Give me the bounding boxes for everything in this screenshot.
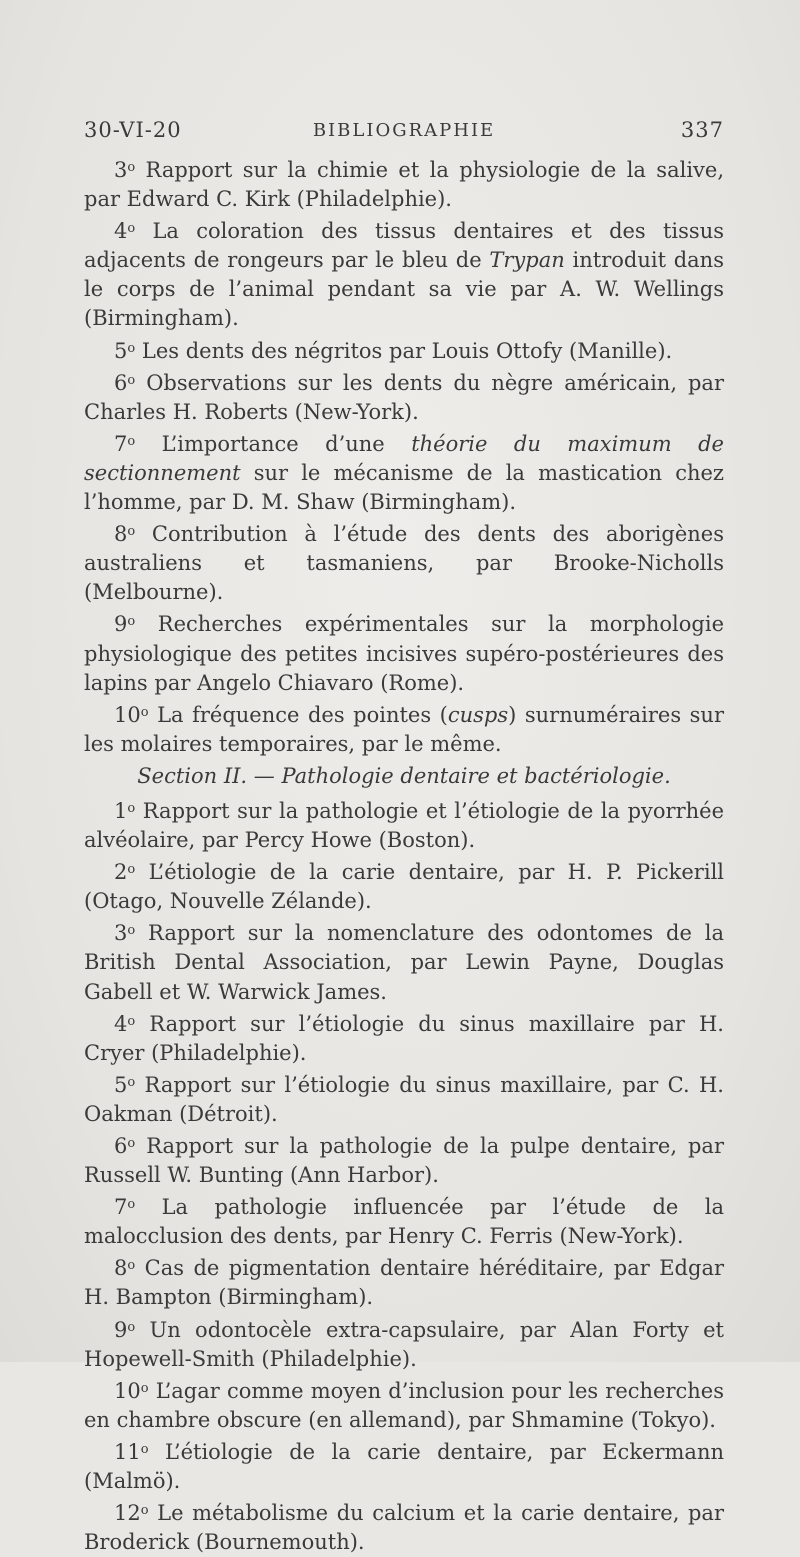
- entry-number: 11$^o$: [114, 1439, 149, 1464]
- ordinal-mark: o: [127, 862, 136, 878]
- section-2-list: [84, 794, 724, 1557]
- entry-number: 12$^o$: [114, 1501, 149, 1526]
- bibliography-entry: [84, 153, 724, 214]
- entry-text: Observations sur les dents du nègre américain, par Charles H. Roberts (New-York).: [84, 370, 724, 424]
- page-number: 337: [680, 118, 724, 142]
- entry-text: Cas de pigmentation dentaire héréditaire, par Edgar H. Bampton (Birmingham).: [84, 1256, 724, 1310]
- entry-text: La pathologie influencée par l’étude de la malocclusion des dents, par Henry C. Ferris (New-York).: [84, 1195, 724, 1249]
- ordinal-mark: o: [127, 1136, 136, 1151]
- entry-number: 9$^o$: [114, 1317, 136, 1342]
- ordinal-mark: o: [127, 160, 136, 175]
- entry-number: 6$^o$: [114, 370, 136, 395]
- ordinal-mark: o: [127, 800, 136, 816]
- running-header: [84, 118, 724, 148]
- entry-number: 7$^o$: [114, 431, 136, 456]
- ordinal-mark: o: [140, 1503, 149, 1519]
- page-body: [84, 153, 724, 1557]
- bibliography-entry: [84, 1374, 724, 1435]
- entry-text: L’importance d’une théorie du maximum de sectionnement sur le mécanisme de la mastication chez l’homme, par D. M. Shaw (Birmingham).: [84, 431, 724, 515]
- bibliography-entry: [84, 1007, 724, 1068]
- entry-text: Recherches expérimentales sur la morphologie physiologique des petites incisives supéro-postérieures des lapins par Angelo Chiavaro (Rome).: [84, 612, 724, 695]
- bibliography-entry: [84, 1251, 724, 1312]
- ordinal-mark: o: [127, 524, 136, 540]
- entry-text: Rapport sur l’étiologie du sinus maxillaire par H. Cryer (Philadelphie).: [84, 1011, 724, 1065]
- entry-number: 6$^o$: [114, 1134, 136, 1158]
- section-1-list: [84, 153, 724, 759]
- ordinal-mark: o: [127, 433, 136, 449]
- entry-number: 10$^o$: [114, 702, 149, 727]
- entry-text: La coloration des tissus dentaires et des tissus adjacents de rongeurs par le bleu de Trypan introduit dans le corps de l’animal pendant sa vie par A. W. Wellings (Birmingham).: [84, 219, 724, 331]
- bibliography-entry: [84, 366, 724, 427]
- ordinal-mark: o: [140, 1380, 149, 1396]
- bibliography-entry: [84, 1435, 724, 1496]
- entry-number: 4$^o$: [114, 219, 136, 244]
- entry-text: Rapport sur l’étiologie du sinus maxillaire, par C. H. Oakman (Détroit).: [84, 1072, 724, 1126]
- entry-number: 8$^o$: [114, 1256, 136, 1281]
- entry-number: 10$^o$: [114, 1378, 149, 1403]
- entry-text: Les dents des négritos par Louis Ottofy (Manille).: [135, 338, 673, 363]
- bibliography-entry: [84, 427, 724, 517]
- ordinal-mark: o: [127, 1074, 136, 1090]
- bibliography-entry: [84, 1313, 724, 1374]
- bibliography-entry: [84, 1496, 724, 1557]
- ordinal-mark: o: [127, 372, 136, 388]
- entry-text: L’agar comme moyen d’inclusion pour les recherches en chambre obscure (en allemand), par Shmamine (Tokyo).: [84, 1378, 724, 1432]
- bibliography-entry: [84, 214, 724, 333]
- entry-text: Rapport sur la chimie et la physiologie de la salive, par Edward C. Kirk (Philadelphie).: [84, 158, 724, 212]
- ordinal-mark: o: [127, 221, 136, 237]
- entry-number: 9$^o$: [114, 612, 136, 637]
- entry-text: Le métabolisme du calcium et la carie dentaire, par Broderick (Bournemouth).: [84, 1501, 724, 1555]
- section-2-title: Section II. — Pathologie dentaire et bactériologie.: [137, 763, 671, 788]
- entry-text: Contribution à l’étude des dents des aborigènes australiens et tasmaniens, par Brooke-Nicholls (Melbourne).: [84, 522, 724, 605]
- bibliography-entry: [84, 334, 724, 366]
- ordinal-mark: o: [140, 704, 149, 720]
- bibliography-entry: [84, 916, 724, 1006]
- ordinal-mark: o: [127, 614, 136, 630]
- ordinal-mark: o: [140, 1441, 149, 1457]
- entry-number: 2$^o$: [114, 860, 136, 885]
- entry-text: Un odontocèle extra-capsulaire, par Alan Forty et Hopewell-Smith (Philadelphie).: [84, 1317, 724, 1371]
- bibliography-entry: [84, 1190, 724, 1251]
- ordinal-mark: o: [127, 1197, 136, 1213]
- entry-number: 5$^o$: [114, 1072, 136, 1097]
- entry-number: 5$^o$: [114, 338, 136, 363]
- entry-number: 7$^o$: [114, 1195, 136, 1220]
- entry-number: 8$^o$: [114, 522, 136, 547]
- entry-number: 4$^o$: [114, 1011, 136, 1036]
- bibliography-entry: [84, 1068, 724, 1129]
- bibliography-entry: [84, 855, 724, 916]
- entry-text: La fréquence des pointes (cusps) surnuméraires sur les molaires temporaires, par le même.: [84, 702, 724, 756]
- ordinal-mark: o: [127, 1319, 136, 1335]
- ordinal-mark: o: [127, 1013, 136, 1029]
- entry-text: Rapport sur la pathologie de la pulpe dentaire, par Russell W. Bunting (Ann Harbor).: [84, 1134, 724, 1188]
- ordinal-mark: o: [127, 1258, 136, 1274]
- entry-text: Rapport sur la pathologie et l’étiologie de la pyorrhée alvéolaire, par Percy Howe (Boston).: [84, 798, 724, 853]
- entry-text: L’étiologie de la carie dentaire, par H. P. Pickerill (Otago, Nouvelle Zélande).: [84, 860, 724, 914]
- entry-number: 3$^o$: [114, 158, 136, 182]
- entry-text: Rapport sur la nomenclature des odontomes de la British Dental Association, par Lewin Payne, Douglas Gabell et W. Warwick James.: [84, 921, 724, 1004]
- ordinal-mark: o: [127, 923, 136, 939]
- bibliography-entry: [84, 794, 724, 855]
- bibliography-entry: [84, 517, 724, 607]
- entry-number: 1$^o$: [114, 798, 136, 823]
- ordinal-mark: o: [127, 340, 136, 356]
- header-title: BIBLIOGRAPHIE: [312, 120, 496, 141]
- entry-number: 3$^o$: [114, 921, 136, 946]
- entry-text: L’étiologie de la carie dentaire, par Eckermann (Malmö).: [84, 1439, 724, 1494]
- header-date: 30-VI-20: [84, 118, 182, 142]
- bibliography-entry: [84, 698, 724, 759]
- bibliography-entry: [84, 607, 724, 697]
- bibliography-entry: [84, 1129, 724, 1190]
